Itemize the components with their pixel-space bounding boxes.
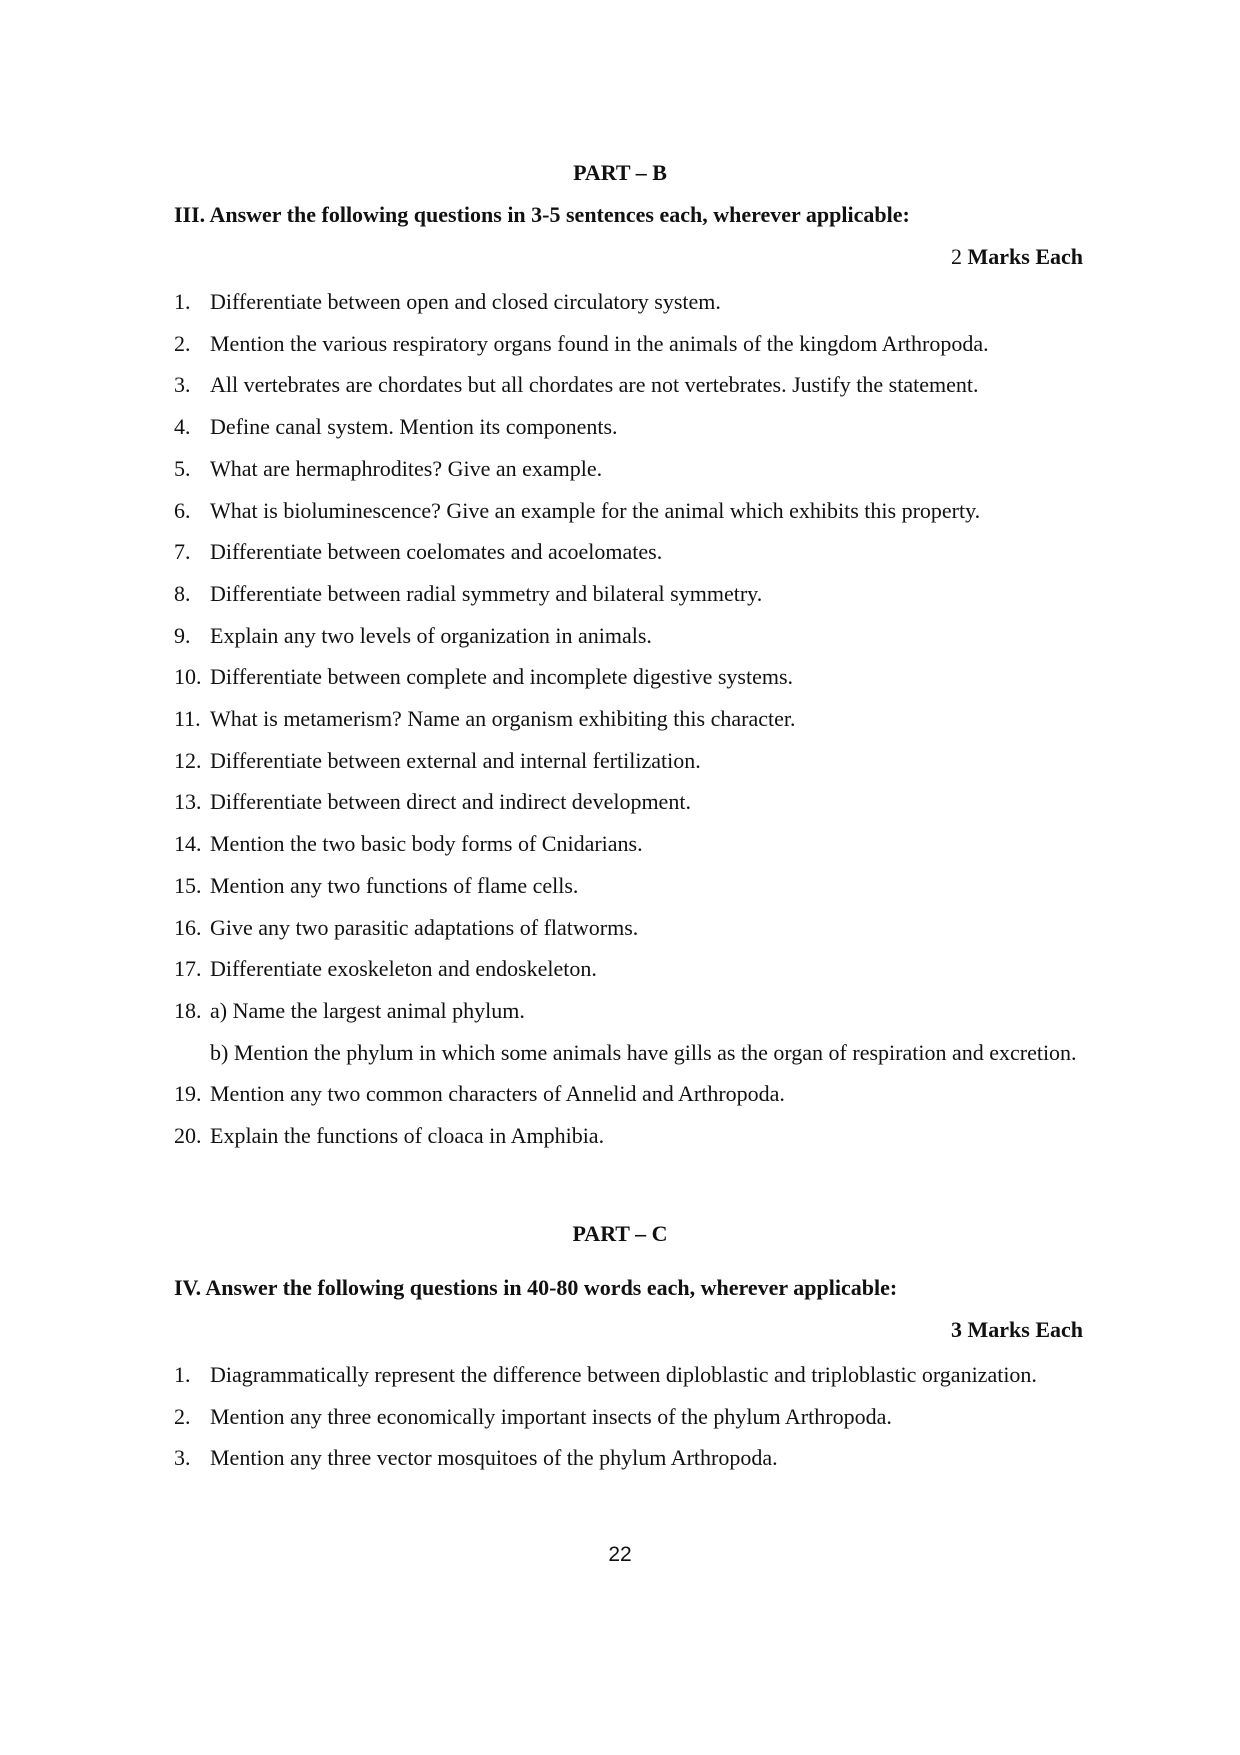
question-text: Differentiate between external and internal fertilization.: [210, 747, 701, 773]
part-c-heading: PART – C: [572, 1221, 668, 1246]
question-text: Differentiate between radial symmetry and bilateral symmetry.: [210, 580, 763, 606]
question-item: [174, 364, 1094, 406]
question-number: 13.: [174, 789, 202, 815]
question-item: [174, 865, 1094, 907]
page-number: 22: [608, 1543, 632, 1566]
question-text: Mention the various respiratory organs found in the animals of the kingdom Arthropoda.: [210, 330, 989, 356]
question-text: Mention any three economically important insects of the phylum Arthropoda.: [210, 1403, 892, 1429]
question-number: 3.: [174, 1445, 191, 1471]
question-text: Differentiate between open and closed circulatory system.: [210, 289, 721, 314]
part-b-marks-number: 2: [951, 244, 962, 269]
question-text: Explain any two levels of organization in animals.: [210, 622, 652, 648]
question-item: [174, 1396, 1094, 1438]
question-text: a) Name the largest animal phylum.: [210, 997, 525, 1023]
question-item: [174, 740, 1094, 782]
question-text: Mention any two common characters of Annelid and Arthropoda.: [210, 1081, 785, 1107]
part-b-marks-label: Marks Each: [967, 244, 1083, 269]
question-item: [174, 1354, 1094, 1396]
question-number: 4.: [174, 414, 191, 440]
part-c-instruction: IV. Answer the following questions in 40-80 words each, wherever applicable:: [174, 1275, 898, 1300]
part-c-marks: 3 Marks Each: [951, 1317, 1083, 1342]
question-text: Differentiate between complete and incomplete digestive systems.: [210, 664, 794, 690]
question-item: [174, 323, 1094, 365]
question-number: 1.: [174, 289, 191, 314]
question-item: [174, 656, 1094, 698]
question-number: 2.: [174, 1403, 191, 1429]
question-item: [174, 1073, 1094, 1115]
question-number: 3.: [174, 372, 191, 398]
question-item: [174, 573, 1094, 615]
part-b-marks: [951, 244, 1083, 270]
question-text: What is metamerism? Name an organism exhibiting this character.: [210, 706, 796, 732]
question-text: Diagrammatically represent the difference between diploblastic and triploblastic organization.: [210, 1362, 1037, 1387]
question-number: 10.: [174, 664, 202, 690]
question-number: 7.: [174, 539, 191, 565]
question-subpart-text: b) Mention the phylum in which some animals have gills as the organ of respiration and excretion.: [210, 1039, 1077, 1065]
question-item: [174, 448, 1094, 490]
question-text: Define canal system. Mention its components.: [210, 414, 618, 440]
question-number: 19.: [174, 1081, 202, 1107]
question-item: [174, 948, 1094, 990]
question-text: Give any two parasitic adaptations of flatworms.: [210, 914, 639, 940]
question-text: What are hermaphrodites? Give an example.: [210, 455, 603, 481]
question-number: 2.: [174, 330, 191, 356]
part-b-question-list: [174, 281, 1094, 1157]
question-item: [174, 907, 1094, 949]
question-text: Differentiate exoskeleton and endoskeleton.: [210, 956, 597, 982]
question-item: [174, 1437, 1094, 1479]
question-number: 1.: [174, 1362, 191, 1387]
question-item: [174, 406, 1094, 448]
question-item: [174, 781, 1094, 823]
question-item: [174, 1115, 1094, 1157]
question-item: [174, 698, 1094, 740]
question-text: Mention any two functions of flame cells.: [210, 872, 579, 898]
question-number: 18.: [174, 997, 202, 1023]
question-text: All vertebrates are chordates but all chordates are not vertebrates. Justify the statement.: [210, 372, 979, 398]
question-item: [174, 531, 1094, 573]
part-c-question-list: [174, 1354, 1094, 1479]
question-number: 8.: [174, 580, 191, 606]
question-item: [174, 615, 1094, 657]
question-number: 5.: [174, 455, 191, 481]
question-number: 12.: [174, 747, 202, 773]
question-item: [174, 281, 1094, 323]
question-number: 14.: [174, 831, 202, 857]
question-number: 6.: [174, 497, 191, 523]
question-text: Differentiate between direct and indirect development.: [210, 789, 691, 815]
question-number: 11.: [174, 706, 201, 732]
question-text: What is bioluminescence? Give an example for the animal which exhibits this property.: [210, 497, 981, 523]
question-number: 20.: [174, 1123, 202, 1149]
part-b-instruction: III. Answer the following questions in 3-5 sentences each, wherever applicable:: [174, 202, 910, 227]
question-text: Differentiate between coelomates and acoelomates.: [210, 539, 663, 565]
question-number: 17.: [174, 956, 202, 982]
question-item: [174, 823, 1094, 865]
question-item: [174, 990, 1094, 1073]
question-number: 9.: [174, 622, 191, 648]
question-number: 15.: [174, 872, 202, 898]
question-number: 16.: [174, 914, 202, 940]
part-b-heading: PART – B: [573, 160, 667, 185]
question-text: Mention the two basic body forms of Cnidarians.: [210, 831, 643, 857]
question-text: Explain the functions of cloaca in Amphibia.: [210, 1123, 605, 1149]
question-item: [174, 490, 1094, 532]
question-text: Mention any three vector mosquitoes of the phylum Arthropoda.: [210, 1445, 778, 1471]
